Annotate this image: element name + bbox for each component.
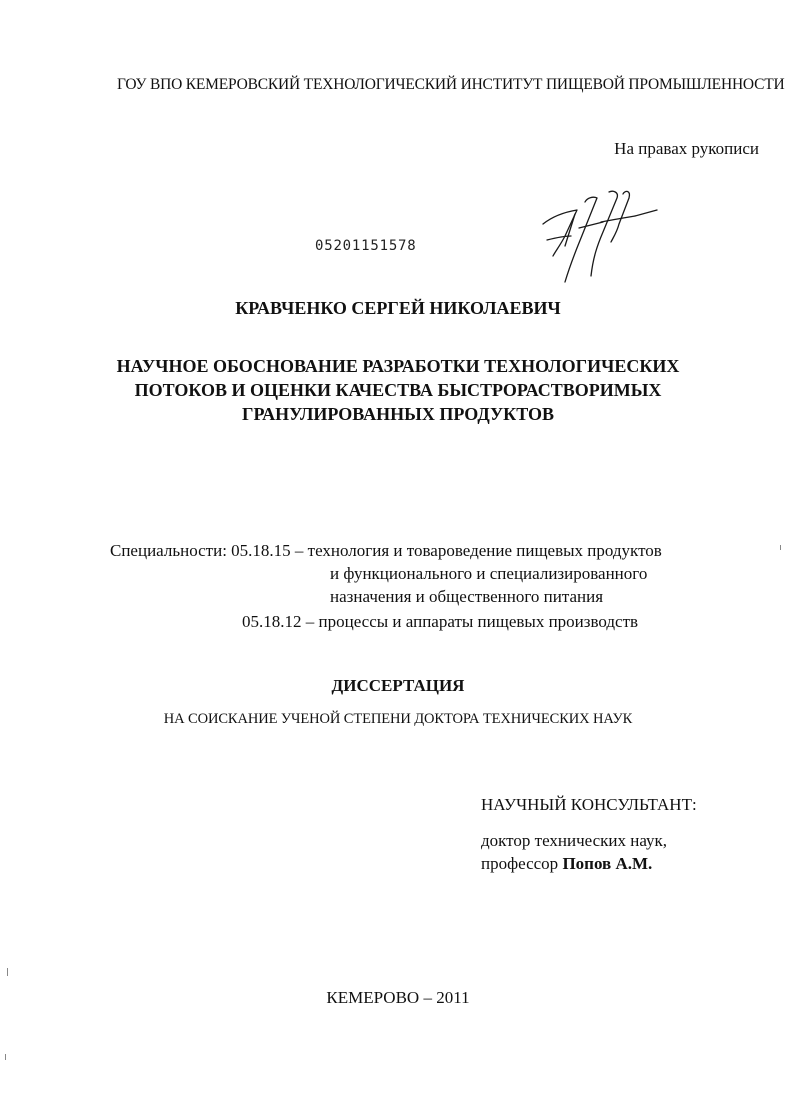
consultant-degree: доктор технических наук, [481,831,668,850]
institution-header: ГОУ ВПО КЕМЕРОВСКИЙ ТЕХНОЛОГИЧЕСКИЙ ИНСТИТУТ ПИЩЕВОЙ ПРОМЫШЛЕННОСТИ [117,76,785,93]
scan-speck [5,1054,6,1060]
document-type: ДИССЕРТАЦИЯ [331,676,465,695]
title-line: ПОТОКОВ И ОЦЕНКИ КАЧЕСТВА БЫСТРОРАСТВОРИМЫХ [134,380,662,400]
archive-number: 05201151578 [315,238,417,254]
place-year: КЕМЕРОВО – 2011 [326,988,470,1007]
title-line: ГРАНУЛИРОВАННЫХ ПРОДУКТОВ [242,404,554,424]
consultant-name: Попов А.М. [562,854,653,873]
title-line: НАУЧНОЕ ОБОСНОВАНИЕ РАЗРАБОТКИ ТЕХНОЛОГИЧЕСКИХ [116,356,680,376]
degree-line: НА СОИСКАНИЕ УЧЕНОЙ СТЕПЕНИ ДОКТОРА ТЕХНИЧЕСКИХ НАУК [163,711,633,727]
author-name: КРАВЧЕНКО СЕРГЕЙ НИКОЛАЕВИЧ [235,298,561,318]
specialties-line-2: и функционального и специализированного [330,564,648,583]
dissertation-title [0,354,796,426]
consultant-heading: НАУЧНЫЙ КОНСУЛЬТАНТ: [481,795,697,814]
specialties-line-1: Специальности: 05.18.15 – технология и товароведение пищевых продуктов [110,541,662,560]
scan-speck [7,968,8,976]
specialties-line-4: 05.18.12 – процессы и аппараты пищевых производств [242,612,639,631]
scan-speck [780,545,781,550]
consultant-name-line [481,854,652,874]
handwritten-signature [535,188,665,288]
consultant-title: профессор [481,854,559,873]
specialties-line-3: назначения и общественного питания [330,587,604,606]
rights-note: На правах рукописи [614,139,759,158]
